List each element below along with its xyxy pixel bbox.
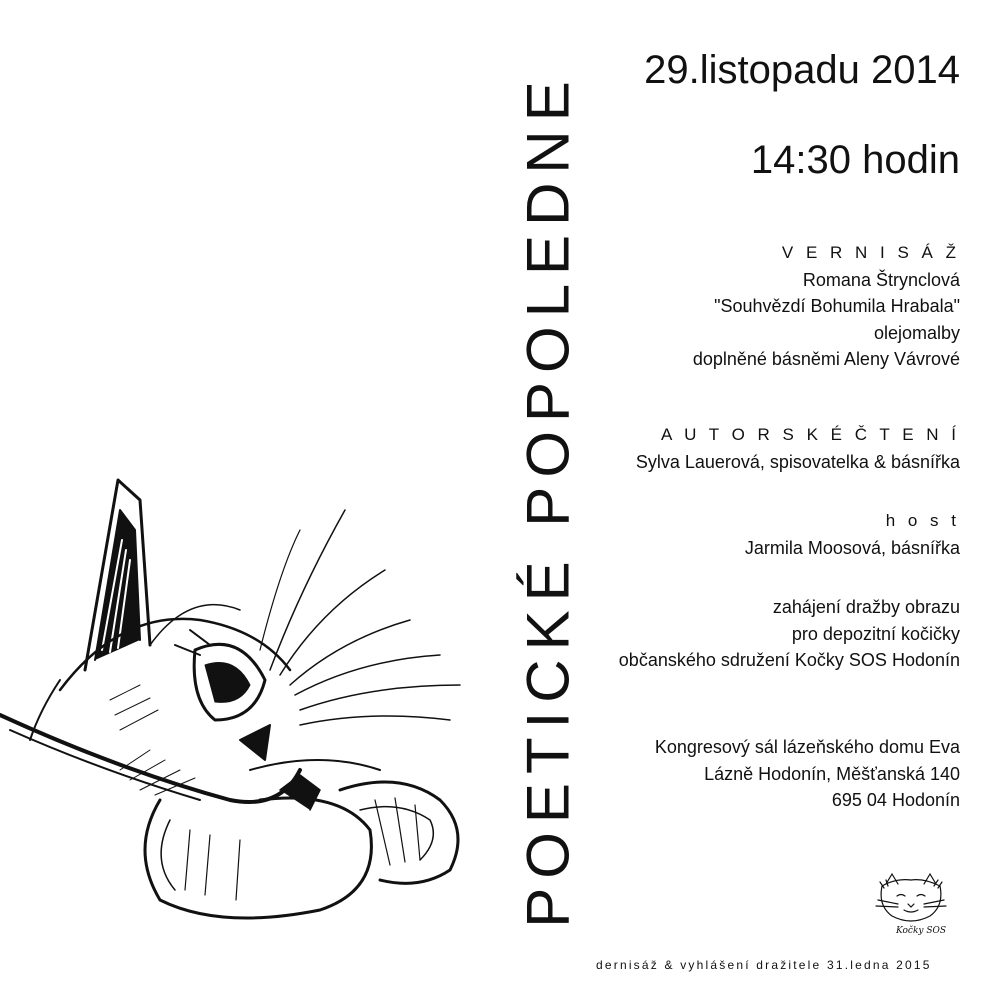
auction-line-2: pro depozitní kočičky xyxy=(791,623,960,644)
reading-heading: A U T O R S K É Č T E N Í xyxy=(660,425,960,444)
auction-line-1: zahájení dražby obrazu xyxy=(772,597,960,617)
auction-line-3: občanského sdružení Kočky SOS Hodonín xyxy=(618,650,960,670)
vernissage-section xyxy=(693,240,960,373)
reading-section xyxy=(636,422,960,475)
venue-section xyxy=(655,734,960,814)
vertical-title: POETICKÉ POPOLEDNE xyxy=(514,72,582,928)
auction-section xyxy=(619,594,960,674)
cat-sketch-illustration xyxy=(0,470,500,950)
venue-hall: Kongresový sál lázeňského domu Eva xyxy=(654,737,960,757)
cat-face-logo-icon xyxy=(872,872,950,936)
reading-author: Sylva Lauerová, spisovatelka & básnířka xyxy=(635,451,960,472)
venue-address: Lázně Hodonín, Měšťanská 140 xyxy=(704,763,960,784)
vernissage-note: doplněné básněmi Aleny Vávrové xyxy=(692,349,960,369)
venue-postcode: 695 04 Hodonín xyxy=(831,790,960,810)
logo-label: Kočky SOS xyxy=(896,926,947,936)
vernissage-exhibition-title: "Souhvězdí Bohumila Hrabala" xyxy=(714,296,960,316)
vernissage-heading: V E R N I S Á Ž xyxy=(781,243,960,262)
guest-heading: h o s t xyxy=(885,511,960,530)
guest-name: Jarmila Moosová, básnířka xyxy=(744,537,960,558)
event-time: 14:30 hodin xyxy=(750,138,960,182)
vernissage-artist: Romana Štrynclová xyxy=(802,269,960,290)
guest-section xyxy=(745,508,960,561)
event-date: 29.listopadu 2014 xyxy=(644,48,960,92)
footer-note: dernisáž & vyhlášení dražitele 31.ledna 2015 xyxy=(596,958,932,972)
vernissage-medium: olejomalby xyxy=(873,322,960,343)
